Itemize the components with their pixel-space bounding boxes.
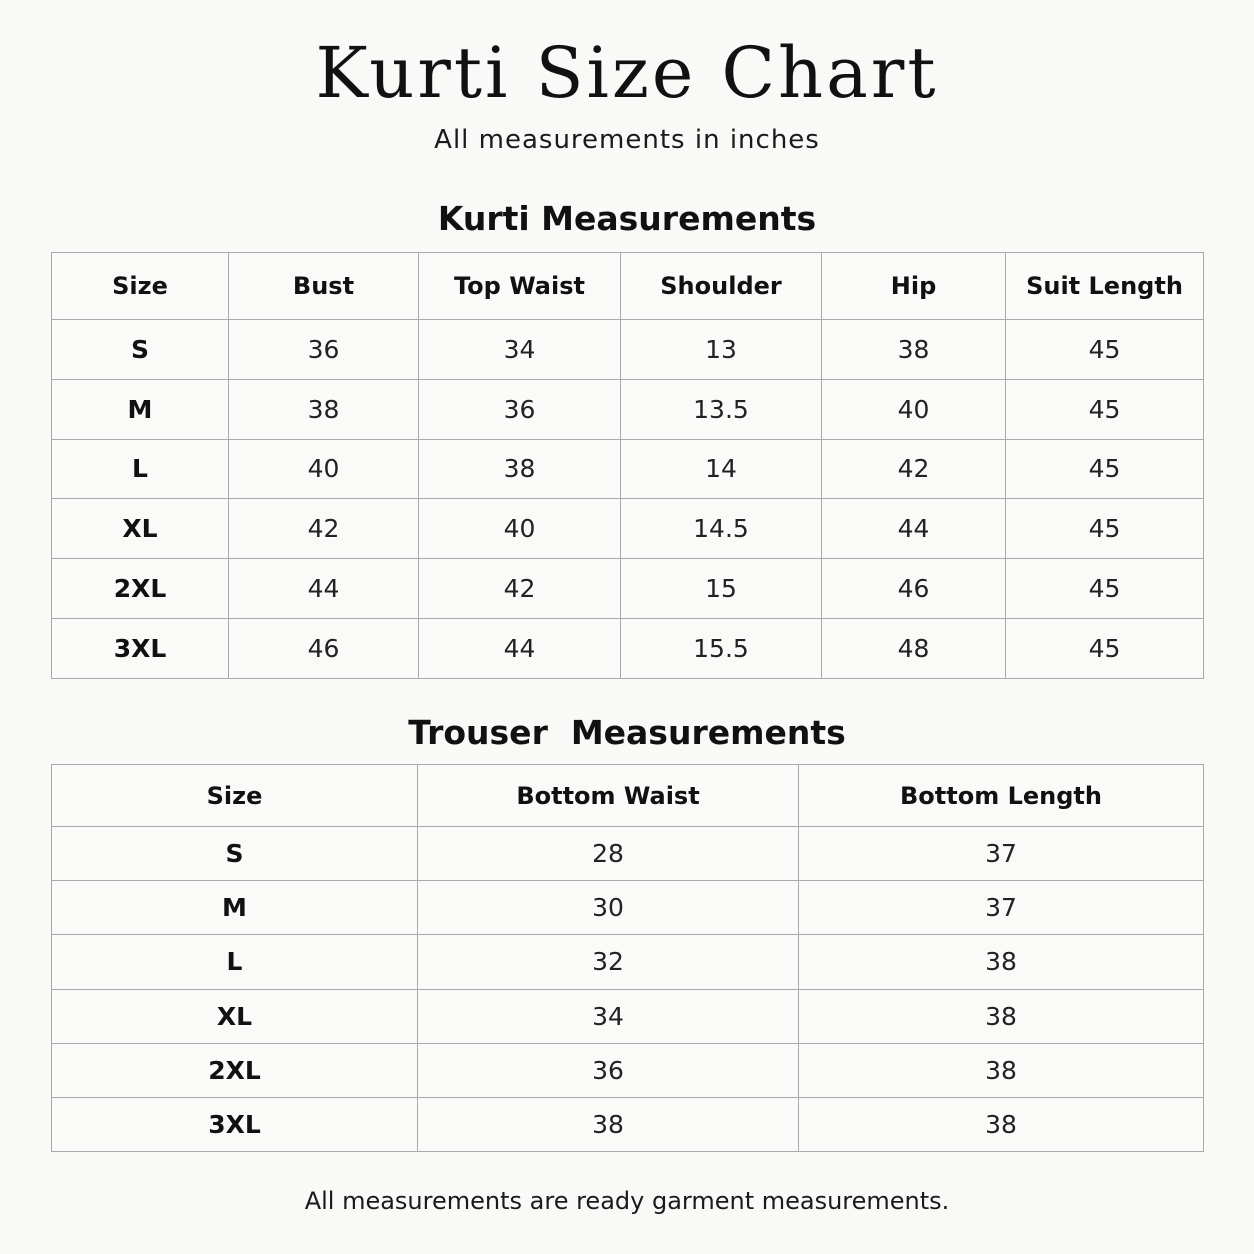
size-cell: 3XL (52, 1097, 418, 1151)
shoulder-cell: 14 (621, 439, 822, 499)
top-waist-cell: 40 (419, 499, 621, 559)
table-row (52, 935, 1204, 989)
table-row (52, 379, 1204, 439)
bottom-waist-cell: 36 (418, 1043, 799, 1097)
bottom-waist-cell: 28 (418, 827, 799, 881)
bust-cell: 44 (229, 559, 419, 619)
bottom-length-cell: 37 (799, 827, 1204, 881)
page-title: Kurti Size Chart (315, 32, 939, 114)
table-row (52, 881, 1204, 935)
page-subtitle: All measurements in inches (434, 125, 820, 155)
size-cell: M (52, 379, 229, 439)
column-header-top-waist: Top Waist (419, 253, 621, 320)
table-header-row (52, 765, 1204, 827)
column-header-size: Size (52, 765, 418, 827)
bottom-waist-cell: 32 (418, 935, 799, 989)
top-waist-cell: 38 (419, 439, 621, 499)
size-cell: 2XL (52, 1043, 418, 1097)
shoulder-cell: 13 (621, 320, 822, 380)
bottom-waist-cell: 38 (418, 1097, 799, 1151)
bottom-length-cell: 38 (799, 1043, 1204, 1097)
suit-length-cell: 45 (1006, 618, 1204, 678)
table-row (52, 618, 1204, 678)
column-header-shoulder: Shoulder (621, 253, 822, 320)
bust-cell: 42 (229, 499, 419, 559)
kurti-section-title: Kurti Measurements (437, 199, 817, 238)
bottom-waist-cell: 30 (418, 881, 799, 935)
size-cell: 3XL (52, 618, 229, 678)
suit-length-cell: 45 (1006, 379, 1204, 439)
hip-cell: 38 (822, 320, 1006, 380)
trouser-size-table (51, 764, 1204, 1152)
top-waist-cell: 34 (419, 320, 621, 380)
size-cell: S (52, 320, 229, 380)
table-row (52, 827, 1204, 881)
size-cell: L (52, 439, 229, 499)
column-header-hip: Hip (822, 253, 1006, 320)
hip-cell: 40 (822, 379, 1006, 439)
bottom-length-cell: 38 (799, 935, 1204, 989)
shoulder-cell: 15.5 (621, 618, 822, 678)
suit-length-cell: 45 (1006, 559, 1204, 619)
size-cell: M (52, 881, 418, 935)
size-cell: L (52, 935, 418, 989)
shoulder-cell: 14.5 (621, 499, 822, 559)
bottom-waist-cell: 34 (418, 989, 799, 1043)
top-waist-cell: 44 (419, 618, 621, 678)
kurti-size-table (51, 252, 1204, 679)
column-header-size: Size (52, 253, 229, 320)
size-cell: XL (52, 499, 229, 559)
table-row (52, 320, 1204, 380)
top-waist-cell: 36 (419, 379, 621, 439)
hip-cell: 44 (822, 499, 1006, 559)
hip-cell: 42 (822, 439, 1006, 499)
suit-length-cell: 45 (1006, 439, 1204, 499)
size-cell: S (52, 827, 418, 881)
shoulder-cell: 15 (621, 559, 822, 619)
suit-length-cell: 45 (1006, 499, 1204, 559)
bust-cell: 36 (229, 320, 419, 380)
table-header-row (52, 253, 1204, 320)
bust-cell: 46 (229, 618, 419, 678)
column-header-bottom-length: Bottom Length (799, 765, 1204, 827)
hip-cell: 48 (822, 618, 1006, 678)
bottom-length-cell: 37 (799, 881, 1204, 935)
table-row (52, 989, 1204, 1043)
hip-cell: 46 (822, 559, 1006, 619)
footnote: All measurements are ready garment measurements. (304, 1187, 950, 1215)
shoulder-cell: 13.5 (621, 379, 822, 439)
top-waist-cell: 42 (419, 559, 621, 619)
suit-length-cell: 45 (1006, 320, 1204, 380)
column-header-bottom-waist: Bottom Waist (418, 765, 799, 827)
table-row (52, 439, 1204, 499)
column-header-suit-length: Suit Length (1006, 253, 1204, 320)
size-cell: 2XL (52, 559, 229, 619)
table-row (52, 559, 1204, 619)
bottom-length-cell: 38 (799, 1097, 1204, 1151)
bust-cell: 40 (229, 439, 419, 499)
bottom-length-cell: 38 (799, 989, 1204, 1043)
column-header-bust: Bust (229, 253, 419, 320)
table-row (52, 1097, 1204, 1151)
table-row (52, 1043, 1204, 1097)
trouser-section-title: Trouser Measurements (408, 713, 846, 752)
table-row (52, 499, 1204, 559)
bust-cell: 38 (229, 379, 419, 439)
size-cell: XL (52, 989, 418, 1043)
